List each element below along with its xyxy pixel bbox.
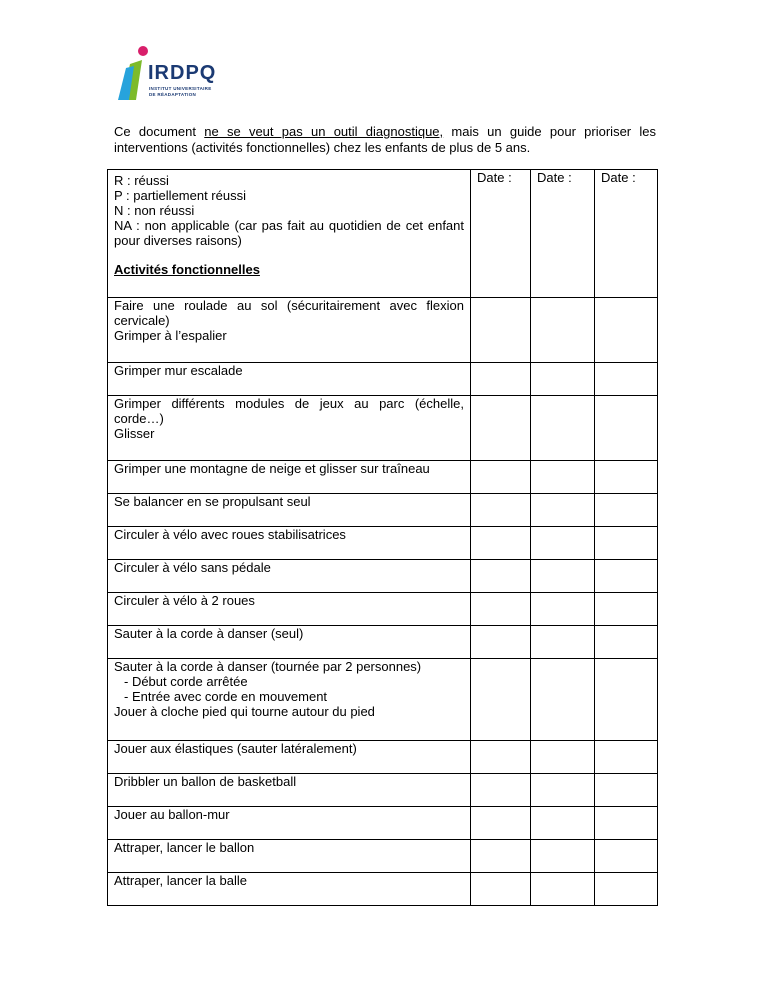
table-row bbox=[108, 396, 658, 461]
date-entry-cell[interactable] bbox=[595, 659, 658, 741]
legend-row bbox=[108, 170, 658, 298]
table-row bbox=[108, 527, 658, 560]
table-row bbox=[108, 560, 658, 593]
activity-cell bbox=[108, 494, 471, 527]
logo-subtitle: INSTITUT UNIVERSITAIRE DE RÉADAPTATION bbox=[149, 86, 212, 97]
activity-cell bbox=[108, 396, 471, 461]
table-row bbox=[108, 840, 658, 873]
activity-cell bbox=[108, 298, 471, 363]
activity-label: Faire une roulade au sol (sécuritairement avec flexion cervicale) bbox=[114, 298, 464, 328]
logo-name: IRDPQ bbox=[148, 62, 217, 84]
activity-cell bbox=[108, 461, 471, 494]
date-entry-cell[interactable] bbox=[595, 461, 658, 494]
date-entry-cell[interactable] bbox=[531, 840, 595, 873]
activity-cell bbox=[108, 560, 471, 593]
activity-cell bbox=[108, 527, 471, 560]
table-row bbox=[108, 774, 658, 807]
table-row bbox=[108, 298, 658, 363]
date-entry-cell[interactable] bbox=[595, 593, 658, 626]
table-row bbox=[108, 593, 658, 626]
date-entry-cell[interactable] bbox=[471, 774, 531, 807]
table-row bbox=[108, 363, 658, 396]
date-header-1[interactable]: Date : bbox=[471, 170, 531, 298]
legend-r: R : réussi bbox=[114, 173, 169, 188]
activity-cell bbox=[108, 593, 471, 626]
date-entry-cell[interactable] bbox=[531, 741, 595, 774]
logo-mark-icon bbox=[112, 44, 152, 104]
activity-label: - Entrée avec corde en mouvement bbox=[124, 689, 328, 704]
date-entry-cell[interactable] bbox=[471, 461, 531, 494]
date-entry-cell[interactable] bbox=[595, 527, 658, 560]
activity-label: Circuler à vélo sans pédale bbox=[114, 560, 271, 575]
date-entry-cell[interactable] bbox=[595, 774, 658, 807]
date-entry-cell[interactable] bbox=[595, 396, 658, 461]
activity-label: Dribbler un ballon de basketball bbox=[114, 774, 297, 789]
date-entry-cell[interactable] bbox=[471, 494, 531, 527]
date-entry-cell[interactable] bbox=[531, 873, 595, 906]
activity-label: Grimper mur escalade bbox=[114, 363, 243, 378]
activities-table bbox=[107, 169, 658, 906]
activity-cell bbox=[108, 659, 471, 741]
table-row bbox=[108, 626, 658, 659]
table-row bbox=[108, 807, 658, 840]
date-entry-cell[interactable] bbox=[595, 363, 658, 396]
activity-label: Grimper une montagne de neige et glisser sur traîneau bbox=[114, 461, 430, 476]
date-entry-cell[interactable] bbox=[471, 593, 531, 626]
date-entry-cell[interactable] bbox=[471, 873, 531, 906]
date-entry-cell[interactable] bbox=[531, 363, 595, 396]
activity-label: Attraper, lancer la balle bbox=[114, 873, 247, 888]
date-entry-cell[interactable] bbox=[471, 741, 531, 774]
date-entry-cell[interactable] bbox=[471, 396, 531, 461]
table-row bbox=[108, 461, 658, 494]
date-entry-cell[interactable] bbox=[595, 873, 658, 906]
date-entry-cell[interactable] bbox=[531, 659, 595, 741]
activity-cell bbox=[108, 840, 471, 873]
section-heading: Activités fonctionnelles bbox=[114, 262, 260, 277]
intro-underlined: ne se veut pas un outil diagnostique, bbox=[204, 124, 444, 139]
legend-n: N : non réussi bbox=[114, 203, 195, 218]
date-entry-cell[interactable] bbox=[531, 396, 595, 461]
activity-label: Circuler à vélo à 2 roues bbox=[114, 593, 255, 608]
date-entry-cell[interactable] bbox=[471, 807, 531, 840]
date-entry-cell[interactable] bbox=[471, 626, 531, 659]
table-row bbox=[108, 741, 658, 774]
date-header-2[interactable]: Date : bbox=[531, 170, 595, 298]
activity-label: Jouer au ballon-mur bbox=[114, 807, 230, 822]
date-entry-cell[interactable] bbox=[531, 298, 595, 363]
table-row bbox=[108, 494, 658, 527]
table-row bbox=[108, 873, 658, 906]
activity-label: Grimper à l’espalier bbox=[114, 328, 227, 343]
activity-label: Sauter à la corde à danser (tournée par 2 personnes) bbox=[114, 659, 422, 674]
date-entry-cell[interactable] bbox=[595, 807, 658, 840]
date-entry-cell[interactable] bbox=[531, 560, 595, 593]
legend-p: P : partiellement réussi bbox=[114, 188, 246, 203]
legend-na: NA : non applicable (car pas fait au quotidien de cet enfant pour diverses raisons) bbox=[114, 218, 464, 248]
activity-cell bbox=[108, 774, 471, 807]
legend-cell bbox=[108, 170, 471, 298]
date-entry-cell[interactable] bbox=[531, 774, 595, 807]
date-entry-cell[interactable] bbox=[471, 659, 531, 741]
date-entry-cell[interactable] bbox=[531, 626, 595, 659]
irdpq-logo bbox=[112, 44, 242, 104]
intro-paragraph: Ce document ne se veut pas un outil diagnostique, mais un guide pour prioriser les interventions (activités fonctionnelles) chez les enfants de plus de 5 ans. bbox=[114, 124, 657, 155]
date-entry-cell[interactable] bbox=[471, 527, 531, 560]
date-entry-cell[interactable] bbox=[595, 840, 658, 873]
date-entry-cell[interactable] bbox=[471, 840, 531, 873]
date-entry-cell[interactable] bbox=[471, 363, 531, 396]
date-entry-cell[interactable] bbox=[595, 494, 658, 527]
activity-label: Circuler à vélo avec roues stabilisatrices bbox=[114, 527, 346, 542]
date-entry-cell[interactable] bbox=[595, 741, 658, 774]
activity-label: Glisser bbox=[114, 426, 155, 441]
activity-label: Grimper différents modules de jeux au parc (échelle, corde…) bbox=[114, 396, 464, 426]
date-entry-cell[interactable] bbox=[531, 527, 595, 560]
date-entry-cell[interactable] bbox=[471, 298, 531, 363]
date-entry-cell[interactable] bbox=[595, 626, 658, 659]
date-entry-cell[interactable] bbox=[531, 461, 595, 494]
activity-cell bbox=[108, 807, 471, 840]
activity-label: Sauter à la corde à danser (seul) bbox=[114, 626, 304, 641]
activity-label: Jouer aux élastiques (sauter latéralement) bbox=[114, 741, 357, 756]
table-row bbox=[108, 659, 658, 741]
activity-label: Se balancer en se propulsant seul bbox=[114, 494, 311, 509]
date-header-3[interactable]: Date : bbox=[595, 170, 658, 298]
date-entry-cell[interactable] bbox=[531, 494, 595, 527]
date-entry-cell[interactable] bbox=[531, 593, 595, 626]
activity-cell bbox=[108, 626, 471, 659]
date-entry-cell[interactable] bbox=[595, 560, 658, 593]
activity-label: Jouer à cloche pied qui tourne autour du pied bbox=[114, 704, 375, 719]
date-entry-cell[interactable] bbox=[595, 298, 658, 363]
activity-label: - Début corde arrêtée bbox=[124, 674, 248, 689]
date-entry-cell[interactable] bbox=[471, 560, 531, 593]
activity-label: Attraper, lancer le ballon bbox=[114, 840, 255, 855]
date-entry-cell[interactable] bbox=[531, 807, 595, 840]
activity-cell bbox=[108, 873, 471, 906]
activity-cell bbox=[108, 741, 471, 774]
activity-cell bbox=[108, 363, 471, 396]
